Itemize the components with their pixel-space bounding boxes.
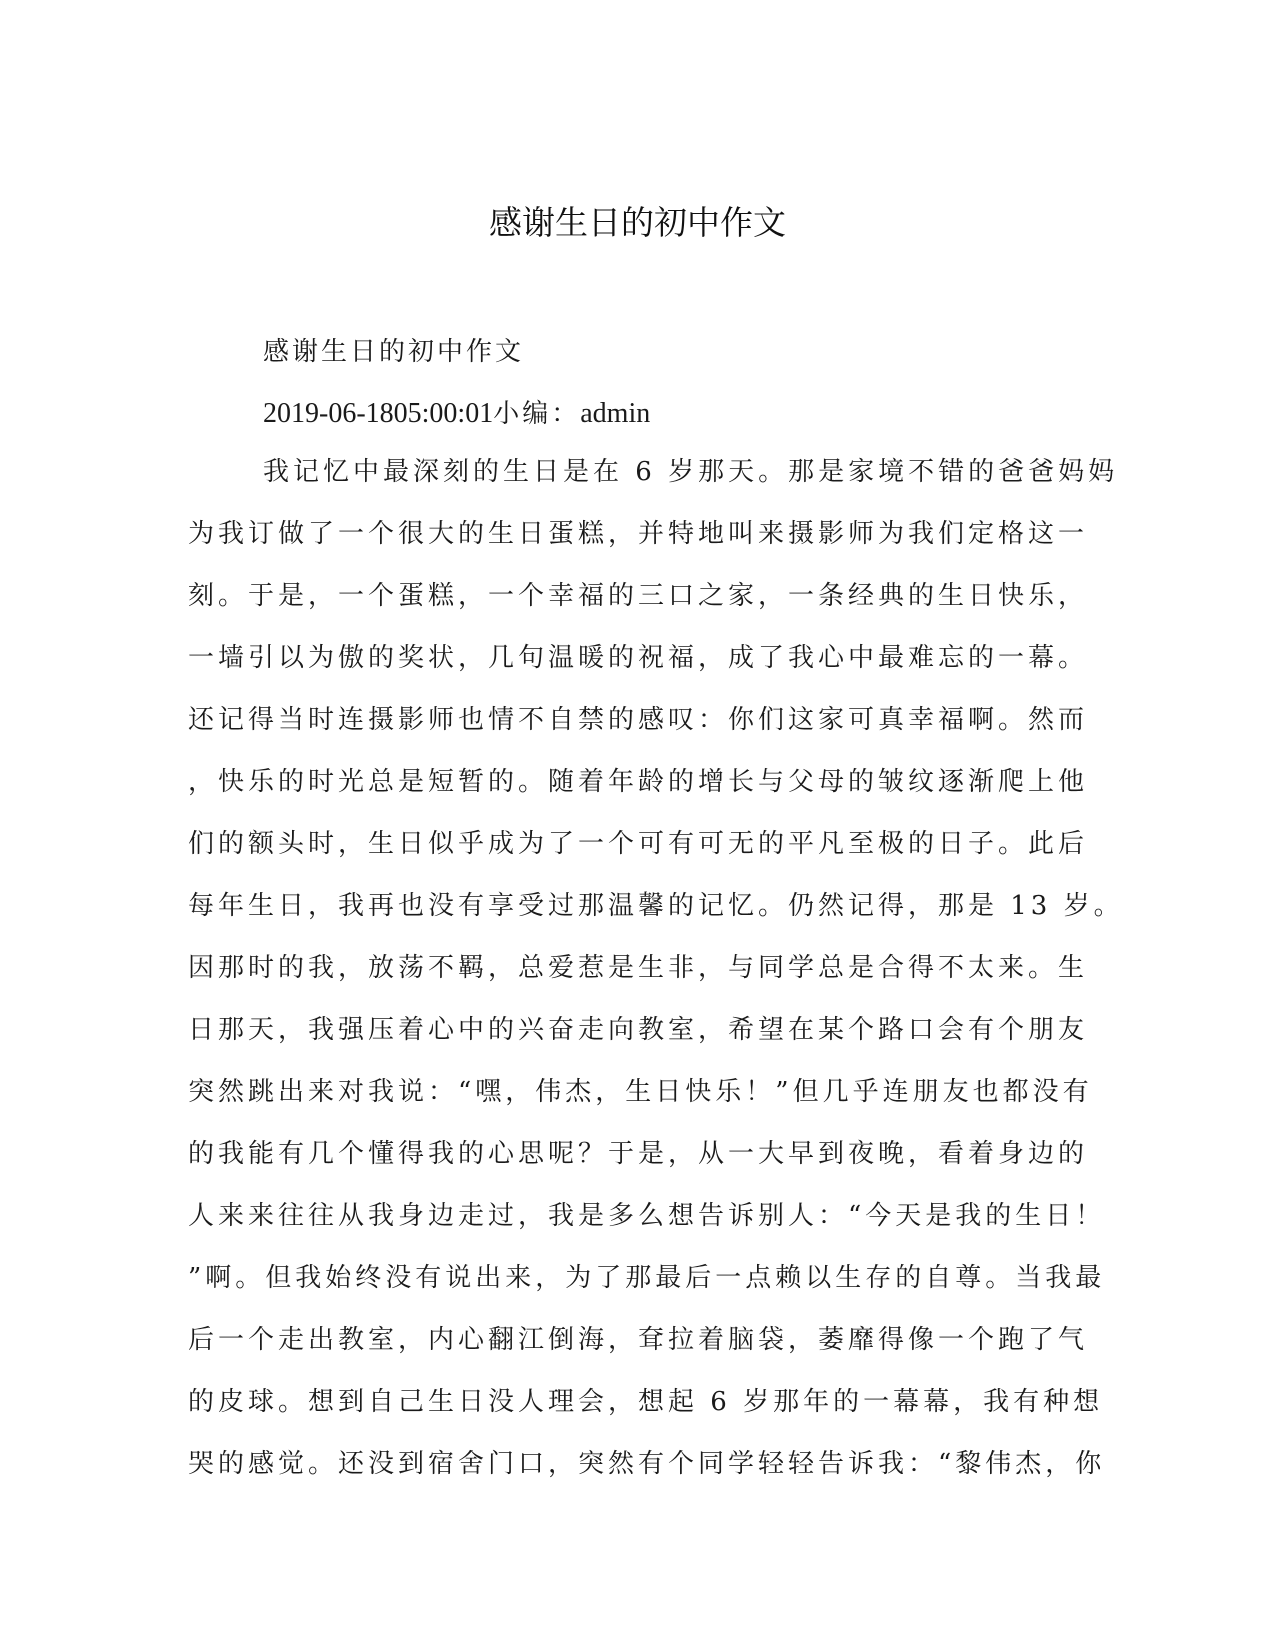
body-line: 们的额头时，生日似乎成为了一个可有可无的平凡至极的日子。此后 xyxy=(188,829,1089,859)
editor-label: 小编： xyxy=(493,399,581,429)
body-line: 刻。于是，一个蛋糕，一个幸福的三口之家，一条经典的生日快乐， xyxy=(188,581,1089,611)
body-line: 哭的感觉。还没到宿舍门口，突然有个同学轻轻告诉我：“黎伟杰，你 xyxy=(188,1449,1106,1479)
body-line: 人来来往往从我身边走过，我是多么想告诉别人：“今天是我的生日！ xyxy=(188,1201,1106,1231)
body-line: 的我能有几个懂得我的心思呢？于是，从一大早到夜晚，看着身边的 xyxy=(188,1139,1089,1169)
body-line: 的皮球。想到自己生日没人理会，想起 6 岁那年的一幕幕，我有种想 xyxy=(188,1387,1104,1417)
body-line: 日那天，我强压着心中的兴奋走向教室，希望在某个路口会有个朋友 xyxy=(188,1015,1089,1045)
body-line: 因那时的我，放荡不羁，总爱惹是生非，与同学总是合得不太来。生 xyxy=(188,953,1089,983)
body-line: ”啊。但我始终没有说出来，为了那最后一点赖以生存的自尊。当我最 xyxy=(188,1263,1106,1293)
body-line: 后一个走出教室，内心翻江倒海，耷拉着脑袋，萎靡得像一个跑了气 xyxy=(188,1325,1089,1355)
article-subtitle: 感谢生日的初中作文 xyxy=(263,337,525,367)
body-line: ，快乐的时光总是短暂的。随着年龄的增长与父母的皱纹逐渐爬上他 xyxy=(188,767,1089,797)
body-line: 一墙引以为傲的奖状，几句温暖的祝福，成了我心中最难忘的一幕。 xyxy=(188,643,1089,673)
body-line: 我记忆中最深刻的生日是在 6 岁那天。那是家境不错的爸爸妈妈 xyxy=(263,457,1119,487)
body-line: 突然跳出来对我说：“嘿，伟杰，生日快乐！”但几乎连朋友也都没有 xyxy=(188,1077,1093,1107)
article-datetime: 2019-06-1805:00:01 xyxy=(263,398,494,429)
body-line: 每年生日，我再也没有享受过那温馨的记忆。仍然记得，那是 13 岁。 xyxy=(188,891,1124,921)
article-body xyxy=(188,456,1124,1510)
body-line: 还记得当时连摄影师也情不自禁的感叹：你们这家可真幸福啊。然而 xyxy=(188,705,1089,735)
article-author: admin xyxy=(580,398,651,429)
document-title: 感谢生日的初中作文 xyxy=(489,203,786,242)
article-meta xyxy=(263,398,650,430)
body-line: 为我订做了一个很大的生日蛋糕，并特地叫来摄影师为我们定格这一 xyxy=(188,519,1089,549)
